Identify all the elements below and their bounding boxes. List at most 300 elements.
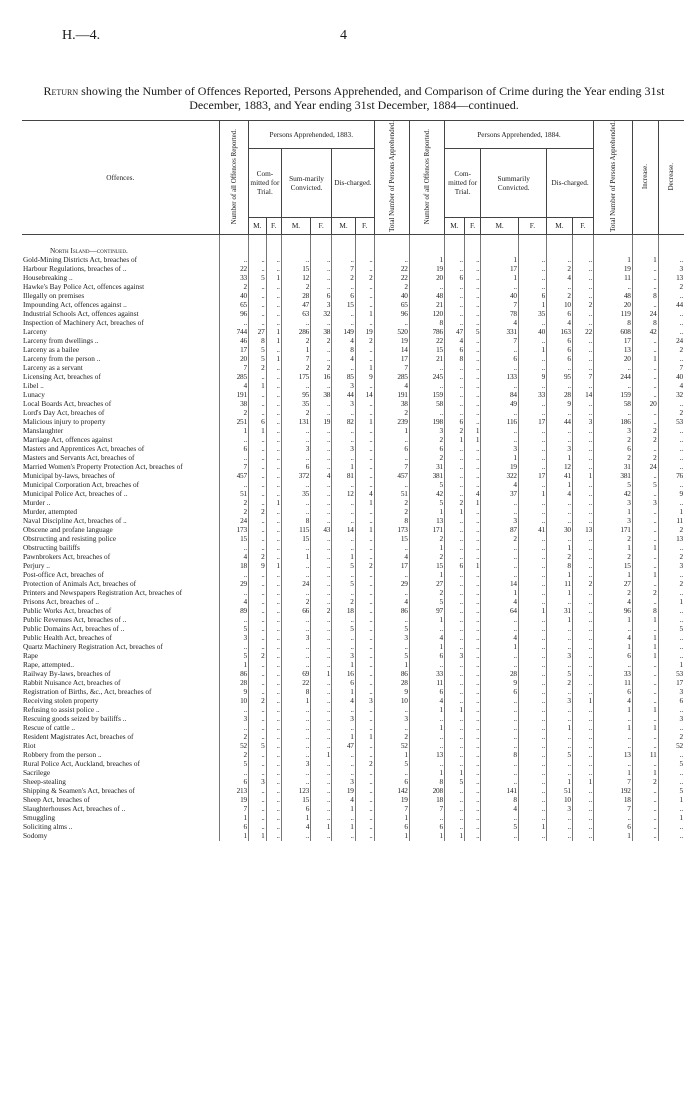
value-cell: .. xyxy=(266,544,281,553)
value-cell: .. xyxy=(311,724,332,733)
value-cell: 1 xyxy=(219,814,248,823)
value-cell: 4 xyxy=(481,598,519,607)
offence-name: Larceny as a bailee xyxy=(23,345,80,354)
value-cell: 7 xyxy=(409,805,444,814)
value-cell: 2 xyxy=(632,436,658,445)
value-cell: .. xyxy=(658,427,684,436)
value-cell: .. xyxy=(266,535,281,544)
value-cell: .. xyxy=(311,787,332,796)
value-cell: .. xyxy=(518,562,546,571)
value-cell: .. xyxy=(248,607,266,616)
value-cell: 8 xyxy=(409,778,444,787)
value-cell: 1 xyxy=(332,733,355,742)
value-cell: 4 xyxy=(547,274,573,283)
value-cell: .. xyxy=(572,706,593,715)
value-cell: .. xyxy=(266,265,281,274)
value-cell: .. xyxy=(572,724,593,733)
offence-name: Sodomy xyxy=(23,831,48,840)
value-cell: 1 xyxy=(332,823,355,832)
value-cell: 4 xyxy=(355,490,374,499)
value-cell: .. xyxy=(248,625,266,634)
offence-name: Soliciting alms .. xyxy=(23,822,73,831)
value-cell: .. xyxy=(266,301,281,310)
table-row xyxy=(22,283,684,292)
value-cell: .. xyxy=(547,535,573,544)
value-cell: 17 xyxy=(518,418,546,427)
value-cell: 5 xyxy=(248,355,266,364)
value-cell: .. xyxy=(409,760,444,769)
value-cell: .. xyxy=(374,319,409,328)
value-cell: .. xyxy=(248,490,266,499)
value-cell: .. xyxy=(266,724,281,733)
value-cell: .. xyxy=(481,544,519,553)
value-cell: .. xyxy=(248,679,266,688)
value-cell: .. xyxy=(248,787,266,796)
value-cell: .. xyxy=(632,535,658,544)
value-cell: 3 xyxy=(374,634,409,643)
table-row xyxy=(22,472,684,481)
value-cell: 1 xyxy=(248,832,266,841)
offence-name: Municipal by-laws, breaches of xyxy=(23,471,115,480)
value-cell: .. xyxy=(409,283,444,292)
value-cell: 1 xyxy=(332,805,355,814)
value-cell: .. xyxy=(518,787,546,796)
value-cell: 13 xyxy=(409,751,444,760)
table-row xyxy=(22,346,684,355)
value-cell: .. xyxy=(464,472,480,481)
value-cell: 2 xyxy=(248,553,266,562)
offence-name: Pawnbrokers Act, breaches of xyxy=(23,552,111,561)
value-cell: .. xyxy=(572,787,593,796)
value-cell: .. xyxy=(311,274,332,283)
value-cell: .. xyxy=(572,535,593,544)
value-cell: .. xyxy=(266,769,281,778)
value-cell: .. xyxy=(572,589,593,598)
offence-name: Murder .. xyxy=(23,498,51,507)
value-cell: 15 xyxy=(594,562,633,571)
value-cell: .. xyxy=(444,310,464,319)
value-cell: 5 xyxy=(374,760,409,769)
value-cell: .. xyxy=(518,652,546,661)
sex-header: M. xyxy=(481,217,519,234)
title-text: showing the Number of Offences Reported, Persons Apprehended, and Comparison of Crime during the Year ending 31st December, 1883, and Year ending 31st December, 1884—continued. xyxy=(78,84,665,112)
value-cell: 163 xyxy=(547,328,573,337)
value-cell: 1 xyxy=(248,382,266,391)
value-cell: .. xyxy=(481,715,519,724)
value-cell: .. xyxy=(311,508,332,517)
offence-name: Robbery from the person .. xyxy=(23,750,102,759)
value-cell: 10 xyxy=(547,301,573,310)
offence-name: Gold-Mining Districts Act, breaches of xyxy=(23,255,138,264)
value-cell: .. xyxy=(248,706,266,715)
value-cell: 2 xyxy=(281,409,310,418)
value-cell: 3 xyxy=(594,517,633,526)
value-cell: 1 xyxy=(266,337,281,346)
value-cell: .. xyxy=(464,760,480,769)
offence-name: Larceny xyxy=(23,327,47,336)
value-cell: .. xyxy=(311,733,332,742)
value-cell: 6 xyxy=(374,823,409,832)
committed-1884-header: Com-mitted for Trial. xyxy=(444,148,480,217)
value-cell: 37 xyxy=(481,490,519,499)
value-cell: .. xyxy=(518,688,546,697)
value-cell: .. xyxy=(632,445,658,454)
value-cell: .. xyxy=(311,796,332,805)
value-cell: .. xyxy=(332,310,355,319)
value-cell: .. xyxy=(572,409,593,418)
value-cell: .. xyxy=(572,508,593,517)
offence-name: Sheep-stealing xyxy=(23,777,66,786)
value-cell: 9 xyxy=(518,373,546,382)
value-cell: .. xyxy=(332,319,355,328)
value-cell: 3 xyxy=(572,418,593,427)
value-cell: .. xyxy=(248,580,266,589)
table-row xyxy=(22,679,684,688)
value-cell: 1 xyxy=(658,796,684,805)
value-cell: 6 xyxy=(444,418,464,427)
value-cell: 1 xyxy=(547,544,573,553)
value-cell: .. xyxy=(281,256,310,265)
table-row xyxy=(22,823,684,832)
value-cell: 22 xyxy=(219,265,248,274)
value-cell: 42 xyxy=(409,490,444,499)
value-cell: 22 xyxy=(572,328,593,337)
value-cell: .. xyxy=(248,805,266,814)
value-cell: .. xyxy=(266,400,281,409)
value-cell: .. xyxy=(572,337,593,346)
value-cell: .. xyxy=(518,535,546,544)
value-cell: .. xyxy=(355,517,374,526)
value-cell: .. xyxy=(266,616,281,625)
value-cell: .. xyxy=(355,454,374,463)
value-cell: 2 xyxy=(444,427,464,436)
table-row xyxy=(22,616,684,625)
value-cell: .. xyxy=(281,454,310,463)
offence-name: Post-office Act, breaches of xyxy=(23,570,104,579)
title-lead: Return xyxy=(43,84,79,98)
value-cell: .. xyxy=(444,787,464,796)
table-row xyxy=(22,706,684,715)
value-cell: 213 xyxy=(219,787,248,796)
value-cell: 1 xyxy=(281,814,310,823)
table-row xyxy=(22,787,684,796)
value-cell: .. xyxy=(464,283,480,292)
value-cell: .. xyxy=(311,652,332,661)
offence-name: Smuggling xyxy=(23,813,56,822)
offence-name: Murder, attempted xyxy=(23,507,78,516)
value-cell: 4 xyxy=(374,382,409,391)
value-cell: .. xyxy=(594,814,633,823)
value-cell: .. xyxy=(266,661,281,670)
value-cell: .. xyxy=(281,778,310,787)
value-cell: 2 xyxy=(355,562,374,571)
value-cell: .. xyxy=(572,553,593,562)
value-cell: .. xyxy=(355,553,374,562)
value-cell: .. xyxy=(572,625,593,634)
value-cell: .. xyxy=(409,715,444,724)
offence-name: Libel .. xyxy=(23,381,44,390)
value-cell: .. xyxy=(658,706,684,715)
value-cell: .. xyxy=(248,688,266,697)
value-cell: .. xyxy=(266,373,281,382)
value-cell: 7 xyxy=(219,364,248,373)
value-cell: .. xyxy=(355,796,374,805)
value-cell: .. xyxy=(464,445,480,454)
value-cell: 1 xyxy=(572,778,593,787)
value-cell: 3 xyxy=(281,445,310,454)
value-cell: 3 xyxy=(281,760,310,769)
table-row xyxy=(22,724,684,733)
value-cell: .. xyxy=(355,382,374,391)
value-cell: 186 xyxy=(594,418,633,427)
value-cell: .. xyxy=(444,796,464,805)
value-cell: .. xyxy=(658,328,684,337)
value-cell: .. xyxy=(518,760,546,769)
value-cell: .. xyxy=(572,715,593,724)
value-cell: 5 xyxy=(464,328,480,337)
value-cell: 1 xyxy=(281,553,310,562)
value-cell: 58 xyxy=(409,400,444,409)
value-cell: 18 xyxy=(409,796,444,805)
value-cell: .. xyxy=(594,760,633,769)
value-cell: .. xyxy=(572,355,593,364)
value-cell: 22 xyxy=(374,274,409,283)
value-cell: .. xyxy=(547,643,573,652)
value-cell: .. xyxy=(311,265,332,274)
value-cell: .. xyxy=(547,256,573,265)
value-cell: 14 xyxy=(572,391,593,400)
table-row xyxy=(22,445,684,454)
value-cell: .. xyxy=(355,598,374,607)
table-row xyxy=(22,832,684,841)
value-cell: 19 xyxy=(594,265,633,274)
value-cell: 1 xyxy=(464,562,480,571)
value-cell: 86 xyxy=(219,670,248,679)
value-cell: .. xyxy=(464,301,480,310)
value-cell: .. xyxy=(332,616,355,625)
value-cell: 41 xyxy=(518,526,546,535)
value-cell: 17 xyxy=(594,337,633,346)
value-cell: .. xyxy=(444,742,464,751)
value-cell: 1 xyxy=(355,526,374,535)
offence-name: Shipping & Seamen's Act, breaches of xyxy=(23,786,135,795)
value-cell: 3 xyxy=(481,517,519,526)
value-cell: 38 xyxy=(219,400,248,409)
sex-header: F. xyxy=(311,217,332,234)
value-cell: 15 xyxy=(281,265,310,274)
value-cell: .. xyxy=(444,481,464,490)
value-cell: .. xyxy=(332,544,355,553)
value-cell: .. xyxy=(547,832,573,841)
value-cell: .. xyxy=(311,688,332,697)
table-row xyxy=(22,499,684,508)
value-cell: 38 xyxy=(311,328,332,337)
value-cell: 66 xyxy=(281,607,310,616)
value-cell: 95 xyxy=(281,391,310,400)
value-cell: 7 xyxy=(281,355,310,364)
value-cell: .. xyxy=(547,742,573,751)
value-cell: 6 xyxy=(281,463,310,472)
total-1883-header: Total Number of Persons Apprehended. xyxy=(374,121,409,235)
offence-name: Local Boards Act, breaches of xyxy=(23,399,112,408)
value-cell: .. xyxy=(518,265,546,274)
value-cell: .. xyxy=(332,454,355,463)
value-cell: .. xyxy=(572,688,593,697)
table-row xyxy=(22,301,684,310)
value-cell: .. xyxy=(518,769,546,778)
value-cell: 1 xyxy=(444,832,464,841)
value-cell: 1 xyxy=(409,616,444,625)
section-row xyxy=(22,247,684,256)
value-cell: .. xyxy=(332,760,355,769)
value-cell: 3 xyxy=(658,562,684,571)
value-cell: .. xyxy=(311,499,332,508)
value-cell: 1 xyxy=(594,643,633,652)
value-cell: 44 xyxy=(547,418,573,427)
value-cell: 9 xyxy=(658,490,684,499)
value-cell: .. xyxy=(248,301,266,310)
value-cell: .. xyxy=(481,652,519,661)
value-cell: .. xyxy=(444,679,464,688)
value-cell: .. xyxy=(266,778,281,787)
offence-name: Public Works Act, breaches of xyxy=(23,606,112,615)
table-row xyxy=(22,319,684,328)
value-cell: 4 xyxy=(219,598,248,607)
value-cell: .. xyxy=(464,706,480,715)
value-cell: 159 xyxy=(594,391,633,400)
value-cell: 27 xyxy=(594,580,633,589)
table-row xyxy=(22,256,684,265)
value-cell: 96 xyxy=(594,607,633,616)
value-cell: 9 xyxy=(219,688,248,697)
value-cell: .. xyxy=(481,553,519,562)
value-cell: .. xyxy=(248,751,266,760)
value-cell: 286 xyxy=(281,328,310,337)
value-cell: 7 xyxy=(374,364,409,373)
value-cell: .. xyxy=(658,823,684,832)
value-cell: .. xyxy=(266,796,281,805)
value-cell: .. xyxy=(266,292,281,301)
value-cell: 1 xyxy=(374,814,409,823)
offence-name: Manslaughter xyxy=(23,426,64,435)
value-cell: 8 xyxy=(374,517,409,526)
value-cell: .. xyxy=(572,481,593,490)
value-cell: .. xyxy=(444,616,464,625)
value-cell: 14 xyxy=(332,526,355,535)
table-row xyxy=(22,643,684,652)
value-cell: .. xyxy=(355,481,374,490)
value-cell: .. xyxy=(281,319,310,328)
value-cell: 3 xyxy=(594,499,633,508)
value-cell: 2 xyxy=(219,508,248,517)
value-cell: .. xyxy=(658,292,684,301)
value-cell: 4 xyxy=(594,697,633,706)
value-cell: .. xyxy=(444,589,464,598)
value-cell: 6 xyxy=(311,292,332,301)
value-cell: .. xyxy=(332,364,355,373)
value-cell: .. xyxy=(464,733,480,742)
value-cell: .. xyxy=(594,364,633,373)
value-cell: .. xyxy=(281,499,310,508)
value-cell: .. xyxy=(266,589,281,598)
value-cell: 1 xyxy=(355,310,374,319)
value-cell: .. xyxy=(632,823,658,832)
value-cell: 6 xyxy=(248,418,266,427)
value-cell: 6 xyxy=(332,679,355,688)
value-cell: .. xyxy=(266,283,281,292)
value-cell: 1 xyxy=(409,724,444,733)
value-cell: .. xyxy=(311,697,332,706)
value-cell: .. xyxy=(311,625,332,634)
value-cell: 1 xyxy=(409,706,444,715)
value-cell: .. xyxy=(547,508,573,517)
value-cell: .. xyxy=(572,364,593,373)
value-cell: 1 xyxy=(658,598,684,607)
committed-header: Com-mitted for Trial. xyxy=(248,148,281,217)
value-cell: 2 xyxy=(248,364,266,373)
value-cell: 24 xyxy=(632,463,658,472)
value-cell: .. xyxy=(281,382,310,391)
value-cell: 372 xyxy=(281,472,310,481)
value-cell: .. xyxy=(444,364,464,373)
value-cell: .. xyxy=(464,454,480,463)
value-cell: .. xyxy=(374,544,409,553)
table-row xyxy=(22,598,684,607)
value-cell: 2 xyxy=(332,598,355,607)
value-cell: 1 xyxy=(444,436,464,445)
value-cell: 5 xyxy=(658,625,684,634)
offence-name: Printers and Newspapers Registration Act, breaches of xyxy=(23,588,183,597)
value-cell: .. xyxy=(332,832,355,841)
value-cell: 15 xyxy=(374,535,409,544)
value-cell: .. xyxy=(311,589,332,598)
value-cell: 3 xyxy=(658,265,684,274)
value-cell: .. xyxy=(572,445,593,454)
value-cell: 1 xyxy=(444,508,464,517)
reported-1883-header: Number of all Offences Reported. xyxy=(219,121,248,235)
value-cell: .. xyxy=(572,616,593,625)
value-cell: 1 xyxy=(332,463,355,472)
value-cell: .. xyxy=(658,319,684,328)
value-cell: 8 xyxy=(632,607,658,616)
value-cell: 12 xyxy=(547,463,573,472)
value-cell: .. xyxy=(266,553,281,562)
value-cell: .. xyxy=(632,472,658,481)
value-cell: .. xyxy=(355,319,374,328)
value-cell: 28 xyxy=(219,679,248,688)
value-cell: .. xyxy=(355,679,374,688)
table-row xyxy=(22,337,684,346)
value-cell: 7 xyxy=(481,301,519,310)
value-cell: 4 xyxy=(374,553,409,562)
value-cell: 1 xyxy=(594,571,633,580)
value-cell: .. xyxy=(266,445,281,454)
value-cell: .. xyxy=(481,778,519,787)
value-cell: .. xyxy=(572,346,593,355)
value-cell: .. xyxy=(409,625,444,634)
value-cell: .. xyxy=(518,670,546,679)
value-cell: .. xyxy=(248,409,266,418)
value-cell: .. xyxy=(248,598,266,607)
value-cell: 18 xyxy=(219,562,248,571)
value-cell: 35 xyxy=(281,490,310,499)
value-cell: .. xyxy=(355,616,374,625)
offence-name: Inspection of Machinery Act, breaches of xyxy=(23,318,144,327)
value-cell: .. xyxy=(332,724,355,733)
value-cell: .. xyxy=(374,724,409,733)
value-cell: 47 xyxy=(444,328,464,337)
value-cell: .. xyxy=(464,265,480,274)
